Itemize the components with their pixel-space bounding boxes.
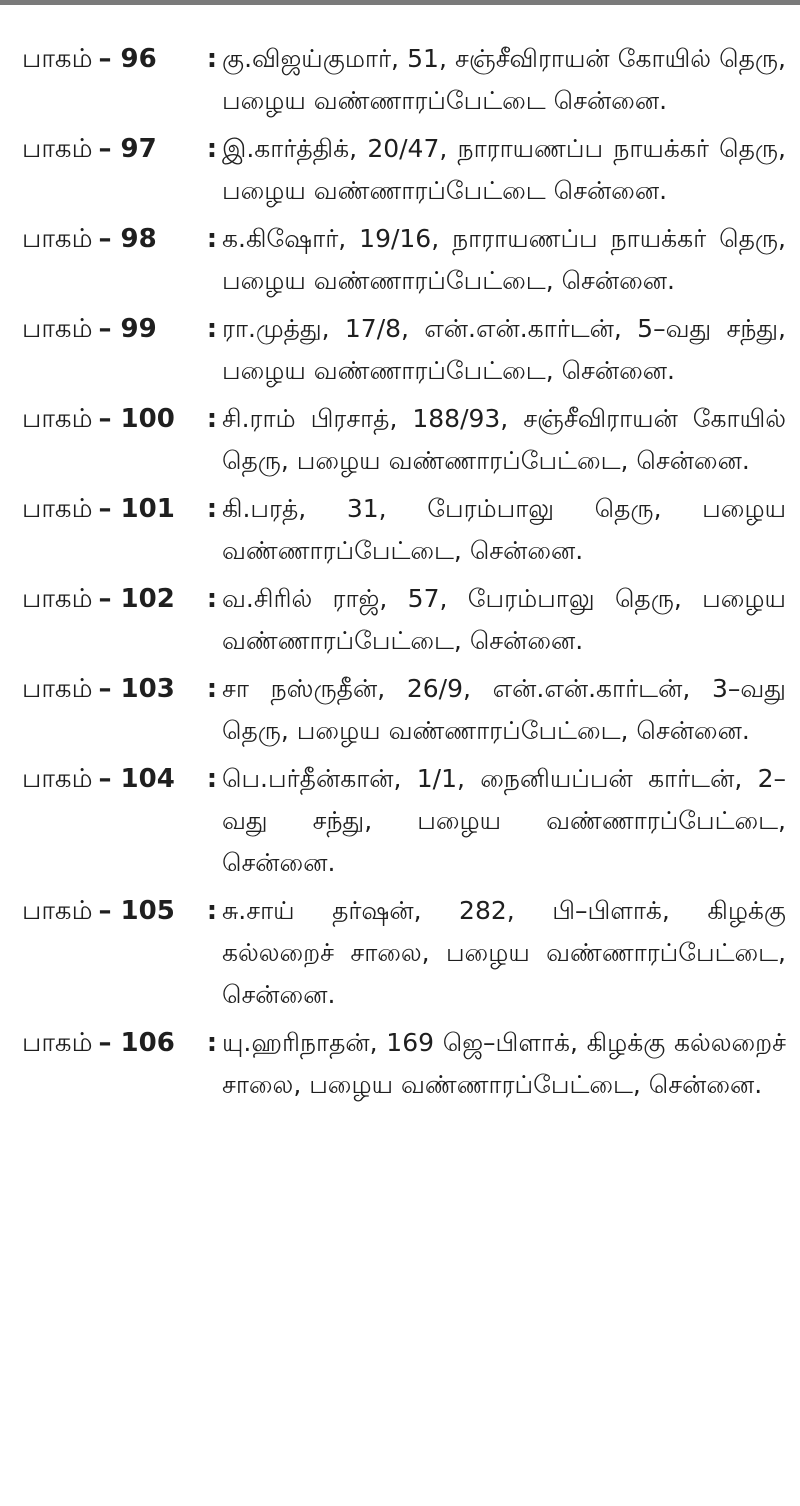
part-prefix: பாகம் (22, 44, 93, 74)
separator-colon: : (206, 44, 218, 74)
separator-colon: : (206, 764, 218, 794)
part-number: – 101 (98, 494, 175, 524)
part-list (0, 38, 800, 1112)
agent-details: சா நஸ்ருதீன், 26/9, என்.என்.கார்டன், 3–வது தெரு, பழைய வண்ணாரப்பேட்டை, சென்னை. (222, 674, 786, 745)
part-prefix: பாகம் (22, 1028, 93, 1058)
part-label (0, 488, 222, 530)
part-prefix: பாகம் (22, 134, 93, 164)
list-item (0, 1022, 800, 1106)
part-number: – 104 (98, 764, 175, 794)
part-label (0, 38, 222, 80)
part-label (0, 890, 222, 932)
part-prefix: பாகம் (22, 494, 93, 524)
part-prefix: பாகம் (22, 404, 93, 434)
part-prefix: பாகம் (22, 224, 93, 254)
separator-colon: : (206, 314, 218, 344)
separator-colon: : (206, 674, 218, 704)
part-label (0, 128, 222, 170)
part-number: – 105 (98, 896, 175, 926)
list-item (0, 488, 800, 572)
list-item (0, 38, 800, 122)
part-number: – 100 (98, 404, 175, 434)
part-number: – 102 (98, 584, 175, 614)
agent-details: வ.சிரில் ராஜ், 57, பேரம்பாலு தெரு, பழைய வண்ணாரப்பேட்டை, சென்னை. (222, 584, 786, 655)
agent-details: சி.ராம் பிரசாத், 188/93, சஞ்சீவிராயன் கோயில் தெரு, பழைய வண்ணாரப்பேட்டை, சென்னை. (222, 404, 786, 475)
list-item (0, 398, 800, 482)
separator-colon: : (206, 896, 218, 926)
part-number: – 98 (98, 224, 157, 254)
list-item (0, 890, 800, 1016)
list-item (0, 308, 800, 392)
part-number: – 96 (98, 44, 157, 74)
agent-details: ரா.முத்து, 17/8, என்.என்.கார்டன், 5–வது சந்து, பழைய வண்ணாரப்பேட்டை, சென்னை. (222, 314, 786, 385)
part-prefix: பாகம் (22, 764, 93, 794)
part-number: – 99 (98, 314, 157, 344)
part-label (0, 1022, 222, 1064)
part-prefix: பாகம் (22, 584, 93, 614)
agent-details: சு.சாய் தர்ஷன், 282, பி–பிளாக், கிழக்கு கல்லறைச் சாலை, பழைய வண்ணாரப்பேட்டை, சென்னை. (222, 896, 786, 1009)
agent-details: கு.விஜய்குமார், 51, சஞ்சீவிராயன் கோயில் தெரு, பழைய வண்ணாரப்பேட்டை சென்னை. (222, 44, 786, 115)
list-item (0, 218, 800, 302)
agent-details: இ.கார்த்திக், 20/47, நாராயணப்ப நாயக்கர் தெரு, பழைய வண்ணாரப்பேட்டை சென்னை. (222, 134, 786, 205)
part-number: – 106 (98, 1028, 175, 1058)
part-number: – 103 (98, 674, 175, 704)
agent-details: பெ.பர்தீன்கான், 1/1, நைனியப்பன் கார்டன், 2–வது சந்து, பழைய வண்ணாரப்பேட்டை, சென்னை. (222, 764, 786, 877)
list-item (0, 578, 800, 662)
agent-details: க.கிஷோர், 19/16, நாராயணப்ப நாயக்கர் தெரு, பழைய வண்ணாரப்பேட்டை, சென்னை. (222, 224, 786, 295)
part-label (0, 758, 222, 800)
part-prefix: பாகம் (22, 674, 93, 704)
list-item (0, 668, 800, 752)
separator-colon: : (206, 584, 218, 614)
part-number: – 97 (98, 134, 157, 164)
agent-details: யு.ஹரிநாதன், 169 ஜெ–பிளாக், கிழக்கு கல்லறைச் சாலை, பழைய வண்ணாரப்பேட்டை, சென்னை. (222, 1028, 786, 1099)
part-label (0, 398, 222, 440)
part-prefix: பாகம் (22, 314, 93, 344)
agent-details: கி.பரத், 31, பேரம்பாலு தெரு, பழைய வண்ணாரப்பேட்டை, சென்னை. (222, 494, 786, 565)
part-label (0, 218, 222, 260)
separator-colon: : (206, 494, 218, 524)
separator-colon: : (206, 1028, 218, 1058)
list-item (0, 758, 800, 884)
part-label (0, 308, 222, 350)
part-label (0, 578, 222, 620)
list-item (0, 128, 800, 212)
part-prefix: பாகம் (22, 896, 93, 926)
top-border-rule (0, 0, 800, 5)
separator-colon: : (206, 134, 218, 164)
separator-colon: : (206, 224, 218, 254)
part-label (0, 668, 222, 710)
separator-colon: : (206, 404, 218, 434)
